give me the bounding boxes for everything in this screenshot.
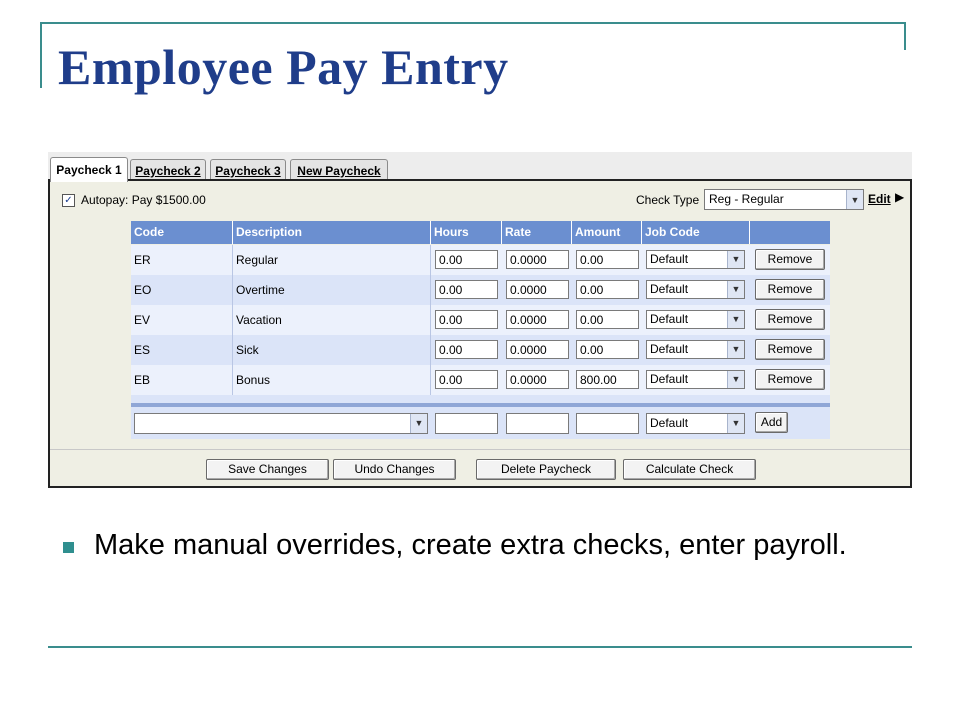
check-type-select[interactable] [704,189,864,210]
job-code-value: Default [650,372,689,386]
cell-code: ES [131,335,233,365]
chevron-down-icon[interactable]: ▼ [727,341,744,358]
cell-description: Overtime [233,275,431,305]
new-job-code-select[interactable] [646,413,745,434]
table-row [131,305,830,335]
cell-code: EV [131,305,233,335]
new-hours-input[interactable] [435,413,498,434]
job-code-select[interactable] [646,370,745,389]
new-amount-input[interactable] [576,413,639,434]
cell-description: Sick [233,335,431,365]
new-rate-input[interactable] [506,413,569,434]
table-row [131,275,830,305]
check-type-label: Check Type [636,193,700,207]
autopay-label: Autopay: Pay $1500.00 [81,193,206,207]
amount-input[interactable]: 0.00 [576,340,639,359]
check-type-value: Reg - Regular [709,192,784,206]
job-code-value: Default [650,252,689,266]
header-code: Code [131,221,233,244]
panel-divider [50,449,910,450]
grid-header [131,221,830,244]
rate-input[interactable]: 0.0000 [506,310,569,329]
tab-new-paycheck[interactable]: New Paycheck [290,159,388,182]
cell-code: ER [131,245,233,275]
remove-button[interactable]: Remove [755,249,825,270]
header-amount: Amount [572,221,642,244]
cell-description: Regular [233,245,431,275]
new-code-select[interactable] [134,413,428,434]
tab-paycheck-2[interactable]: Paycheck 2 [130,159,206,182]
arrow-right-icon: ▶ [895,190,905,204]
chevron-down-icon[interactable]: ▼ [727,251,744,268]
rate-input[interactable]: 0.0000 [506,370,569,389]
bullet-marker [63,542,74,553]
cell-description: Bonus [233,365,431,395]
new-job-code-value: Default [650,416,689,430]
chevron-down-icon[interactable]: ▼ [727,371,744,388]
hours-input[interactable]: 0.00 [435,250,498,269]
table-row [131,365,830,395]
amount-input[interactable]: 0.00 [576,310,639,329]
decorative-right-line [904,22,906,50]
paycheck-tabs [48,157,912,181]
chevron-down-icon[interactable]: ▼ [727,281,744,298]
tab-paycheck-3[interactable]: Paycheck 3 [210,159,286,182]
chevron-down-icon[interactable]: ▼ [727,311,744,328]
calculate-check-button[interactable]: Calculate Check [623,459,756,480]
chevron-down-icon[interactable]: ▼ [846,190,863,209]
rate-input[interactable]: 0.0000 [506,280,569,299]
remove-button[interactable]: Remove [755,339,825,360]
job-code-value: Default [650,282,689,296]
amount-input[interactable]: 800.00 [576,370,639,389]
job-code-select[interactable] [646,280,745,299]
header-rate: Rate [502,221,572,244]
undo-changes-button[interactable]: Undo Changes [333,459,456,480]
chevron-down-icon[interactable]: ▼ [410,414,427,433]
edit-link[interactable]: Edit [868,192,891,206]
paycheck-panel [48,179,912,488]
remove-button[interactable]: Remove [755,309,825,330]
table-row [131,245,830,275]
slide-title: Employee Pay Entry [58,39,509,95]
save-changes-button[interactable]: Save Changes [206,459,329,480]
job-code-select[interactable] [646,340,745,359]
decorative-bottom-line [48,646,912,648]
decorative-vertical-line [40,22,42,88]
chevron-down-icon[interactable]: ▼ [727,414,744,433]
cell-description: Vacation [233,305,431,335]
header-job-code: Job Code [642,221,750,244]
remove-button[interactable]: Remove [755,279,825,300]
autopay-checkbox[interactable]: ✓ [62,194,75,207]
hours-input[interactable]: 0.00 [435,310,498,329]
add-row [131,407,830,439]
cell-code: EB [131,365,233,395]
decorative-top-line [40,22,904,24]
row-spacer [131,395,830,403]
delete-paycheck-button[interactable]: Delete Paycheck [476,459,616,480]
remove-button[interactable]: Remove [755,369,825,390]
amount-input[interactable]: 0.00 [576,280,639,299]
rate-input[interactable]: 0.0000 [506,250,569,269]
earnings-grid [131,221,830,437]
hours-input[interactable]: 0.00 [435,340,498,359]
amount-input[interactable]: 0.00 [576,250,639,269]
header-action [750,221,830,244]
rate-input[interactable]: 0.0000 [506,340,569,359]
table-row [131,335,830,365]
cell-code: EO [131,275,233,305]
tab-paycheck-1[interactable]: Paycheck 1 [50,157,128,182]
job-code-value: Default [650,342,689,356]
job-code-select[interactable] [646,250,745,269]
bullet-text: Make manual overrides, create extra checks, enter payroll. [94,529,847,561]
hours-input[interactable]: 0.00 [435,280,498,299]
pay-entry-app [48,152,912,488]
panel-topbar [50,181,910,217]
hours-input[interactable]: 0.00 [435,370,498,389]
job-code-value: Default [650,312,689,326]
header-description: Description [233,221,431,244]
job-code-select[interactable] [646,310,745,329]
header-hours: Hours [431,221,502,244]
add-button[interactable]: Add [755,412,788,433]
